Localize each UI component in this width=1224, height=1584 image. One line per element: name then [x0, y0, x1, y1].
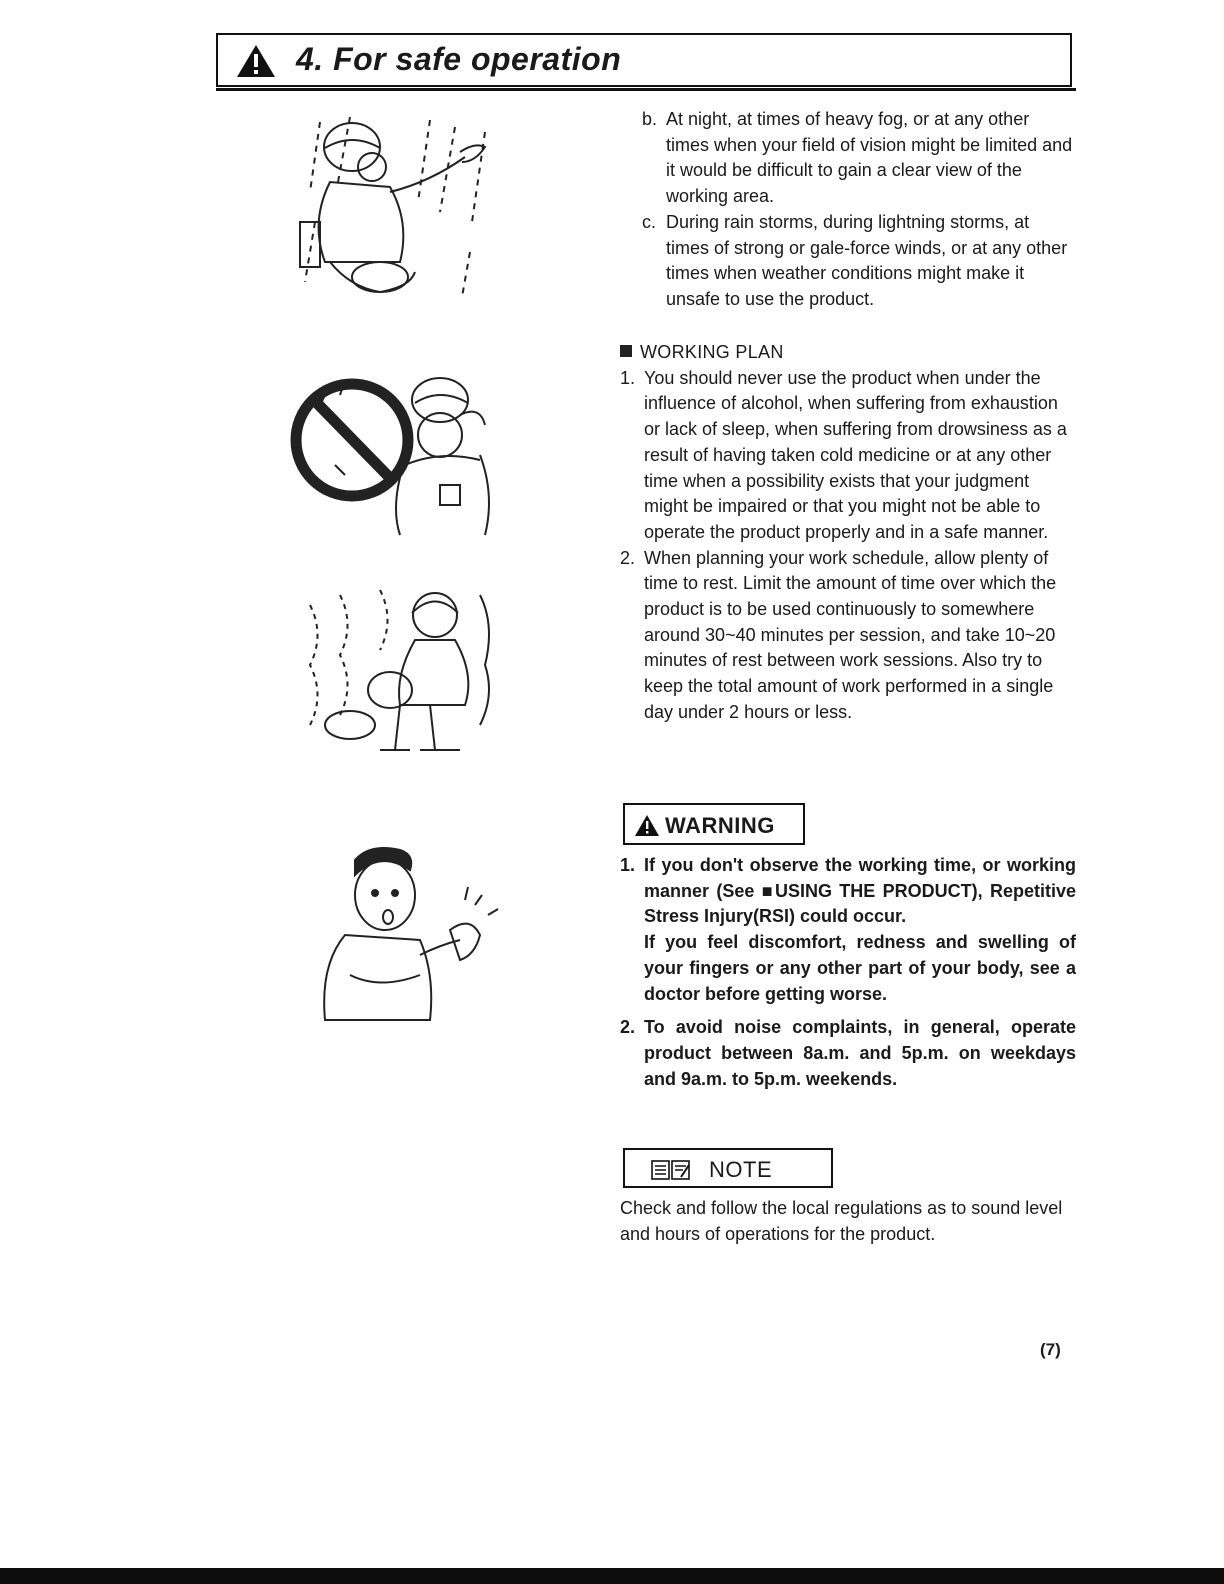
list-marker: 1.	[620, 855, 636, 875]
page-number: (7)	[1040, 1340, 1061, 1359]
warning-label: WARNING	[665, 813, 775, 838]
list-marker: c.	[642, 211, 657, 232]
warning-badge	[623, 803, 805, 845]
notebook-icon	[651, 1159, 691, 1181]
list-marker: 1.	[620, 367, 636, 388]
note-badge	[623, 1148, 833, 1188]
list-item-text: At night, at times of heavy fog, or at any other times when your field of vision might be limited and it would be difficult to gain a clear view of the working area.	[666, 109, 1073, 207]
rain-worker-illustration	[290, 112, 510, 302]
list-marker: 2.	[620, 547, 636, 568]
section-heading	[620, 340, 1076, 366]
list-item	[642, 210, 1076, 313]
list-item	[620, 546, 1076, 726]
page-title: 4. For safe operation	[296, 41, 622, 77]
section-header	[216, 33, 1072, 87]
warning-list	[620, 853, 1076, 1092]
warning-triangle-icon	[236, 44, 276, 78]
resting-worker-illustration	[300, 585, 500, 760]
list-marker: 2.	[620, 1017, 636, 1038]
weather-list	[642, 107, 1076, 313]
note-label: NOTE	[709, 1157, 773, 1182]
list-item	[620, 1015, 1076, 1092]
list-item-text: You should never use the product when under the influence of alcohol, when suffering from exhaustion or lack of sleep, when suffering from drowsiness as a result of having taken cold medicine or at any other time when a possibility exists that your judgment might be impaired or that you might not be able to operate the product properly and in a safe manner.	[644, 367, 1067, 542]
scan-edge-bar	[0, 1568, 1224, 1584]
list-item-text: During rain storms, during lightning storms, at times of strong or gale-force winds, or at any other times when weather conditions might make it unsafe to use the product.	[666, 211, 1068, 309]
no-alcohol-illustration	[290, 345, 510, 540]
sore-hand-worker-illustration	[310, 845, 500, 1025]
list-item-text: To avoid noise complaints, in general, operate product between 8a.m. and 5p.m. on weekdays and 9a.m. to 5p.m. weekends.	[644, 1017, 1076, 1089]
list-item	[642, 107, 1076, 210]
list-item-text: When planning your work schedule, allow plenty of time to rest. Limit the amount of time over which the product is to be used continuously to somewhere around 30~40 minutes per session, and take 10~20 minutes of rest between work sessions. Also try to keep the total amount of work performed in a single day under 2 hours or less.	[644, 547, 1057, 722]
working-plan-section	[620, 340, 1076, 726]
warning-triangle-icon	[635, 815, 659, 836]
note-text: Check and follow the local regulations as to sound level and hours of operations for the product.	[620, 1198, 1063, 1244]
list-item-text: If you don't observe the working time, or working manner (See ■USING THE PRODUCT), Repetitive Stress Injury(RSI) could occur.	[644, 855, 1076, 927]
working-plan-heading: WORKING PLAN	[640, 342, 784, 362]
list-item-text: If you feel discomfort, redness and swelling of your fingers or any other part of your body, see a doctor before getting worse.	[644, 932, 1076, 1004]
list-item	[620, 366, 1076, 546]
square-bullet-icon	[620, 345, 632, 357]
list-marker: b.	[642, 109, 658, 129]
list-item	[620, 853, 1076, 1007]
